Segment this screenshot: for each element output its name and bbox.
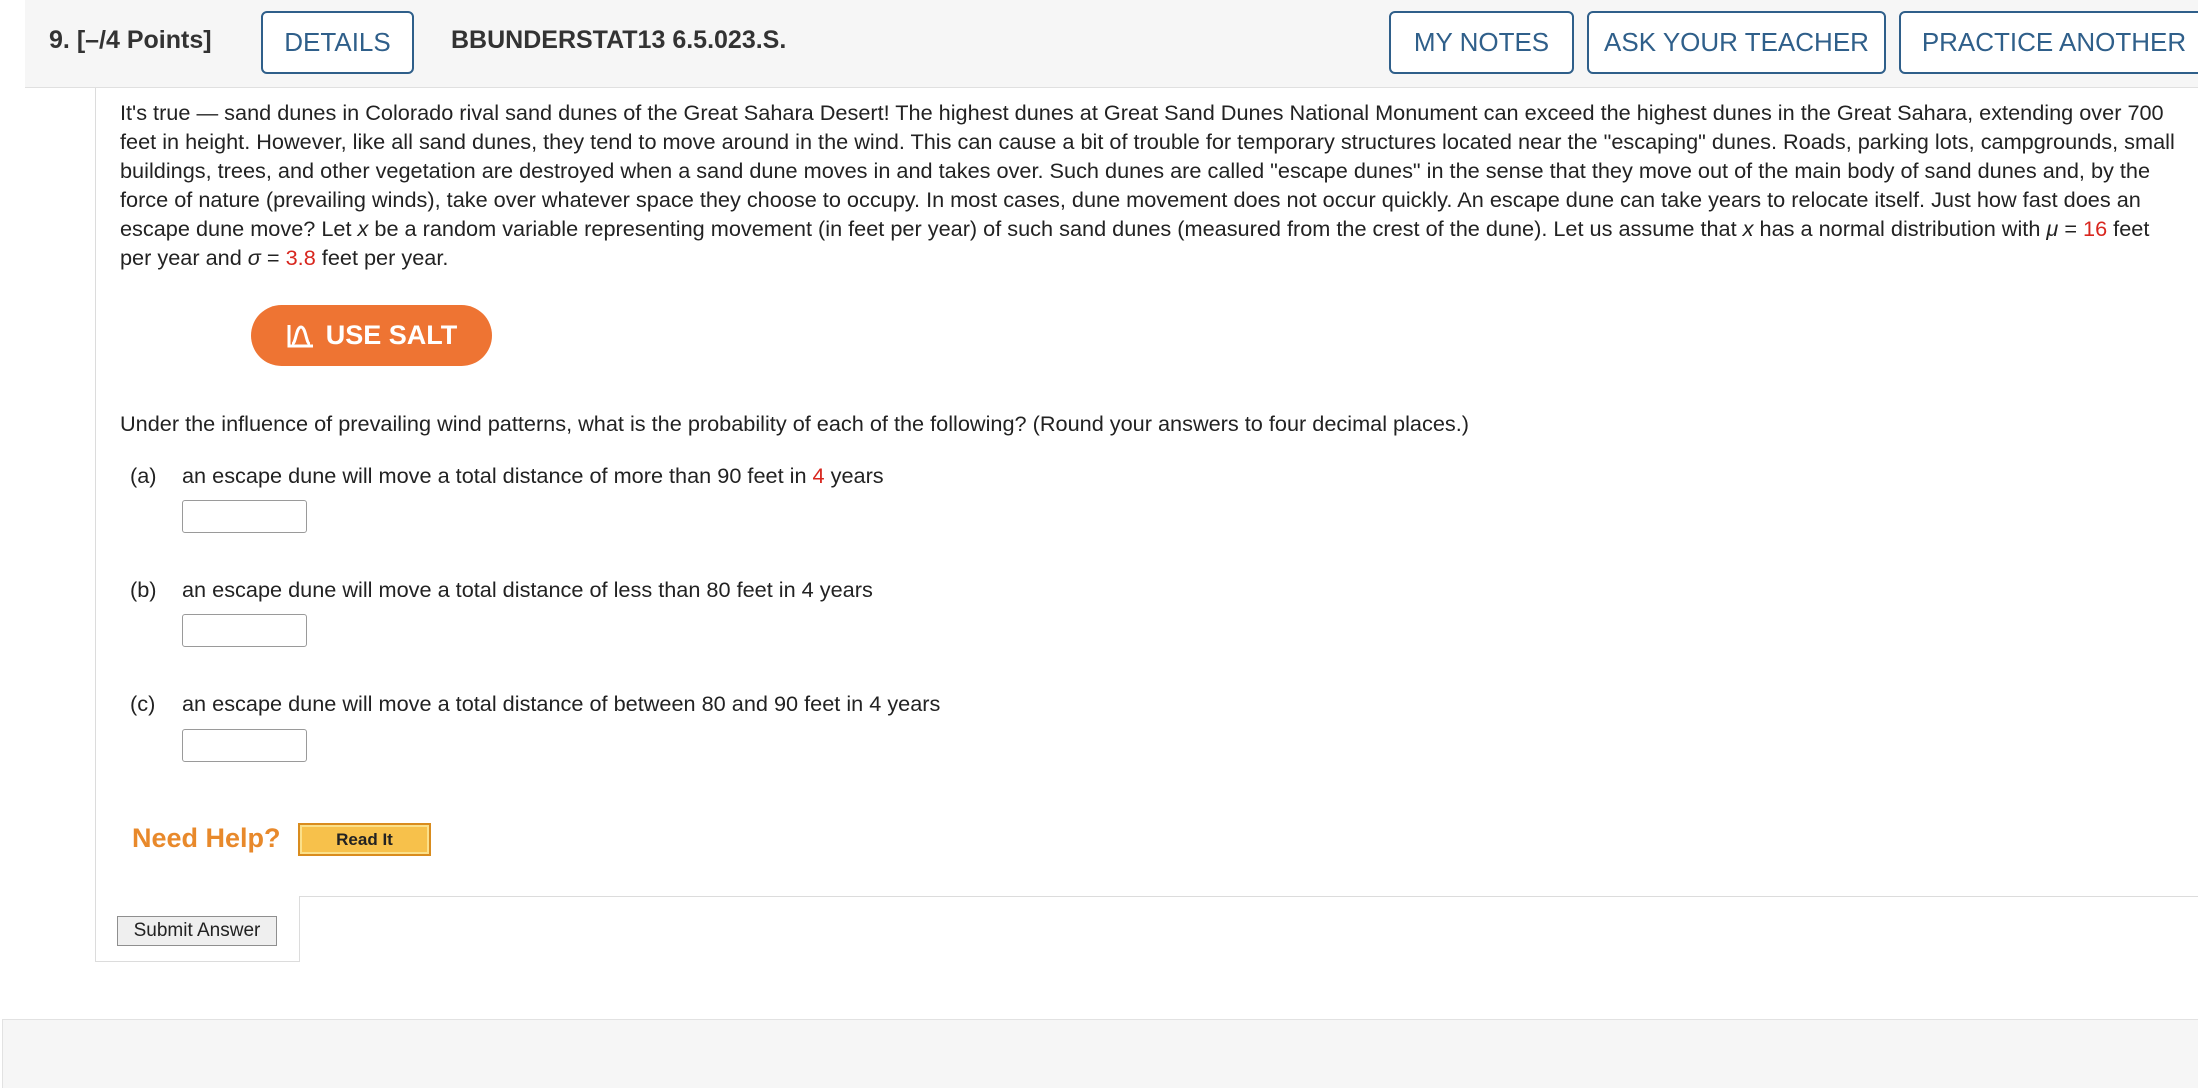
my-notes-button[interactable]: MY NOTES [1389, 11, 1574, 74]
mu-symbol: μ [2046, 216, 2059, 241]
question-code: BBUNDERSTAT13 6.5.023.S. [451, 26, 787, 54]
question-points [49, 26, 212, 55]
answer-input-a[interactable] [182, 500, 307, 533]
details-button[interactable]: DETAILS [261, 11, 414, 74]
panel-border [95, 961, 300, 962]
use-salt-button[interactable] [251, 305, 492, 366]
ask-teacher-button[interactable]: ASK YOUR TEACHER [1587, 11, 1886, 74]
part-b-text: an escape dune will move a total distance of less than 80 feet in 4 years [182, 577, 873, 602]
salt-chart-icon [286, 321, 316, 351]
answer-input-c[interactable] [182, 729, 307, 762]
use-salt-label: USE SALT [325, 320, 458, 350]
sigma-symbol: σ [247, 245, 261, 270]
points-label: [–/4 Points] [76, 26, 212, 54]
submit-answer-button[interactable]: Submit Answer [117, 916, 277, 946]
years-value: 4 [812, 463, 825, 488]
part-a-label: (a) [130, 463, 157, 488]
sigma-value: 3.8 [285, 245, 316, 270]
part-a-text: an escape dune will move a total distance of more than 90 feet in 4 years [182, 463, 884, 488]
variable-x: x [1742, 216, 1754, 241]
part-b-label: (b) [130, 577, 157, 602]
need-help-label: Need Help? [132, 823, 281, 853]
practice-another-button[interactable]: PRACTICE ANOTHER [1899, 11, 2198, 74]
variable-x: x [357, 216, 369, 241]
question-header [25, 0, 2198, 88]
footer-bar [2, 1019, 2198, 1088]
part-c-label: (c) [130, 691, 156, 716]
question-number: 9. [49, 26, 70, 54]
mu-value: 16 [2083, 216, 2108, 241]
panel-border [299, 896, 300, 962]
divider [299, 896, 2198, 897]
question-prompt: Under the influence of prevailing wind patterns, what is the probability of each of the following? (Round your answers to four decimal places.) [120, 411, 1469, 436]
question-intro: It's true — sand dunes in Colorado rival sand dunes of the Great Sahara Desert! The highest dunes at Great Sand Dunes National Monument can exceed the highest dunes in the Great Sahara, extending over 700 feet in height. However, like all sand dunes, they tend to move around in the wind. This can cause a bit of trouble for temporary structures located near the "escaping" dunes. Roads, parking lots, campgrounds, small buildings, trees, and other vegetation are destroyed when a sand dune moves in and takes over. Such dunes are called "escape dunes" in the sense that they move out of the main body of sand dunes and, by the force of nature (prevailing winds), take over whatever space they choose to occupy. In most cases, dune movement does not occur quickly. An escape dune can take years to relocate itself. Just how fast does an escape dune move? Let x be a random variable representing movement (in feet per year) of such sand dunes (measured from the crest of the dune). Let us assume that x has a normal distribution with μ = 16 feet per year and σ = 3.8 feet per year. [120, 100, 2175, 270]
part-c-text: an escape dune will move a total distance of between 80 and 90 feet in 4 years [182, 691, 941, 716]
read-it-button[interactable]: Read It [298, 823, 431, 856]
answer-input-b[interactable] [182, 614, 307, 647]
